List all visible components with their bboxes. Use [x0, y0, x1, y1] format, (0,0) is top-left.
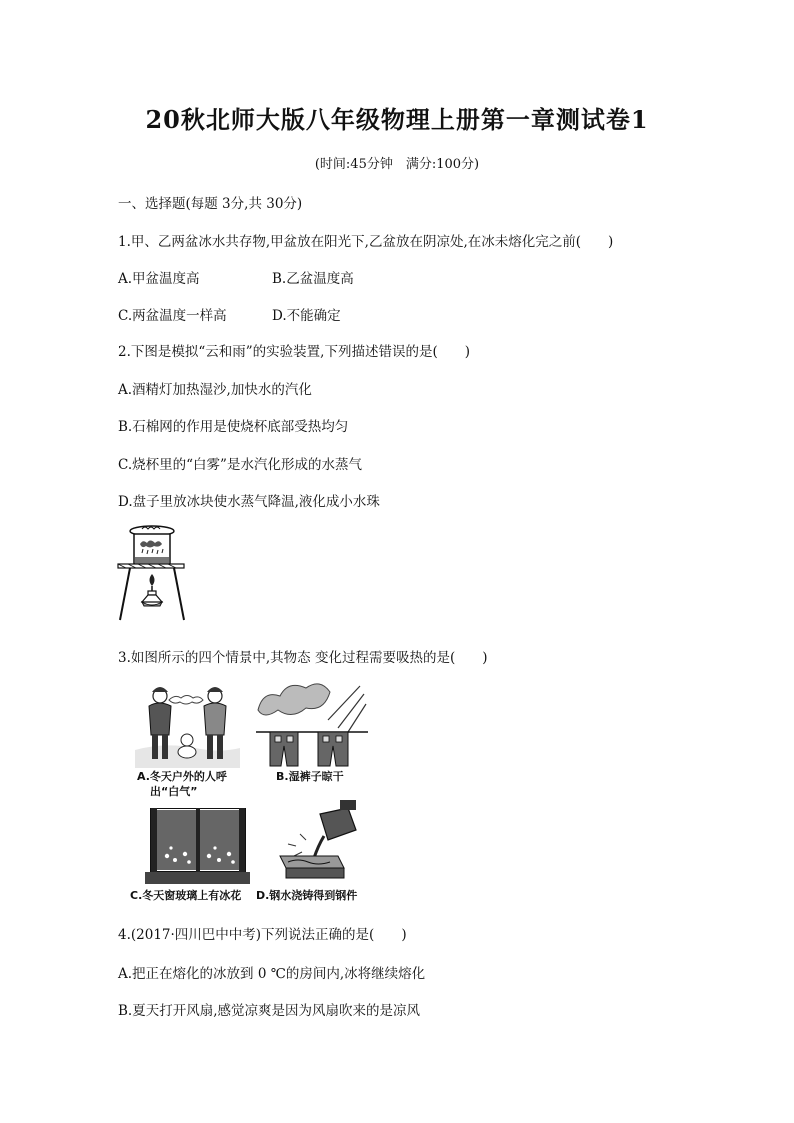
q1-option-b: B.乙盆温度高: [272, 271, 354, 287]
winter-breath-picture: [135, 680, 240, 768]
question-4-stem: 4.(2017·四川巴中中考)下列说法正确的是( ): [118, 927, 407, 943]
caption-b: B.湿裤子晾干: [276, 770, 344, 783]
question-2-stem: 2.下图是模拟“云和雨”的实验装置,下列描述错误的是( ): [118, 344, 471, 360]
window-ice-flowers-picture: [145, 808, 250, 886]
q1-option-c: C.两盆温度一样高: [118, 308, 227, 324]
section-heading: 一、选择题(每题 3分,共 30分): [118, 196, 303, 212]
caption-a-line1: A.冬天户外的人呼: [137, 770, 227, 783]
q2-option-d: D.盘子里放冰块使水蒸气降温,液化成小水珠: [118, 494, 380, 510]
q2-option-c: C.烧杯里的“白雾”是水汽化形成的水蒸气: [118, 457, 362, 473]
wet-pants-drying-picture: [256, 680, 368, 768]
page-title: 20秋北师大版八年级物理上册第一章测试卷1: [145, 105, 649, 134]
q4-option-a: A.把正在熔化的冰放到 0 ℃的房间内,冰将继续熔化: [118, 966, 426, 982]
caption-c: C.冬天窗玻璃上有冰花: [130, 889, 242, 902]
steel-casting-picture: [266, 800, 366, 882]
caption-a-line2: 出“白气”: [150, 785, 198, 798]
caption-d: D.钢水浇铸得到钢件: [256, 889, 358, 902]
q4-option-b: B.夏天打开风扇,感觉凉爽是因为风扇吹来的是凉风: [118, 1003, 421, 1019]
question-1-stem: 1.甲、乙两盆冰水共存物,甲盆放在阳光下,乙盆放在阴凉处,在冰未熔化完之前( ): [118, 234, 614, 250]
q1-option-a: A.甲盆温度高: [118, 271, 200, 287]
cloud-rain-apparatus-figure: [116, 522, 186, 622]
question-3-stem: 3.如图所示的四个情景中,其物态 变化过程需要吸热的是( ): [118, 650, 488, 666]
q2-option-b: B.石棉网的作用是使烧杯底部受热均匀: [118, 419, 349, 435]
exam-info: (时间:45分钟 满分:100分): [314, 157, 480, 172]
q2-option-a: A.酒精灯加热湿沙,加快水的汽化: [118, 382, 312, 398]
q1-option-d: D.不能确定: [272, 308, 341, 324]
